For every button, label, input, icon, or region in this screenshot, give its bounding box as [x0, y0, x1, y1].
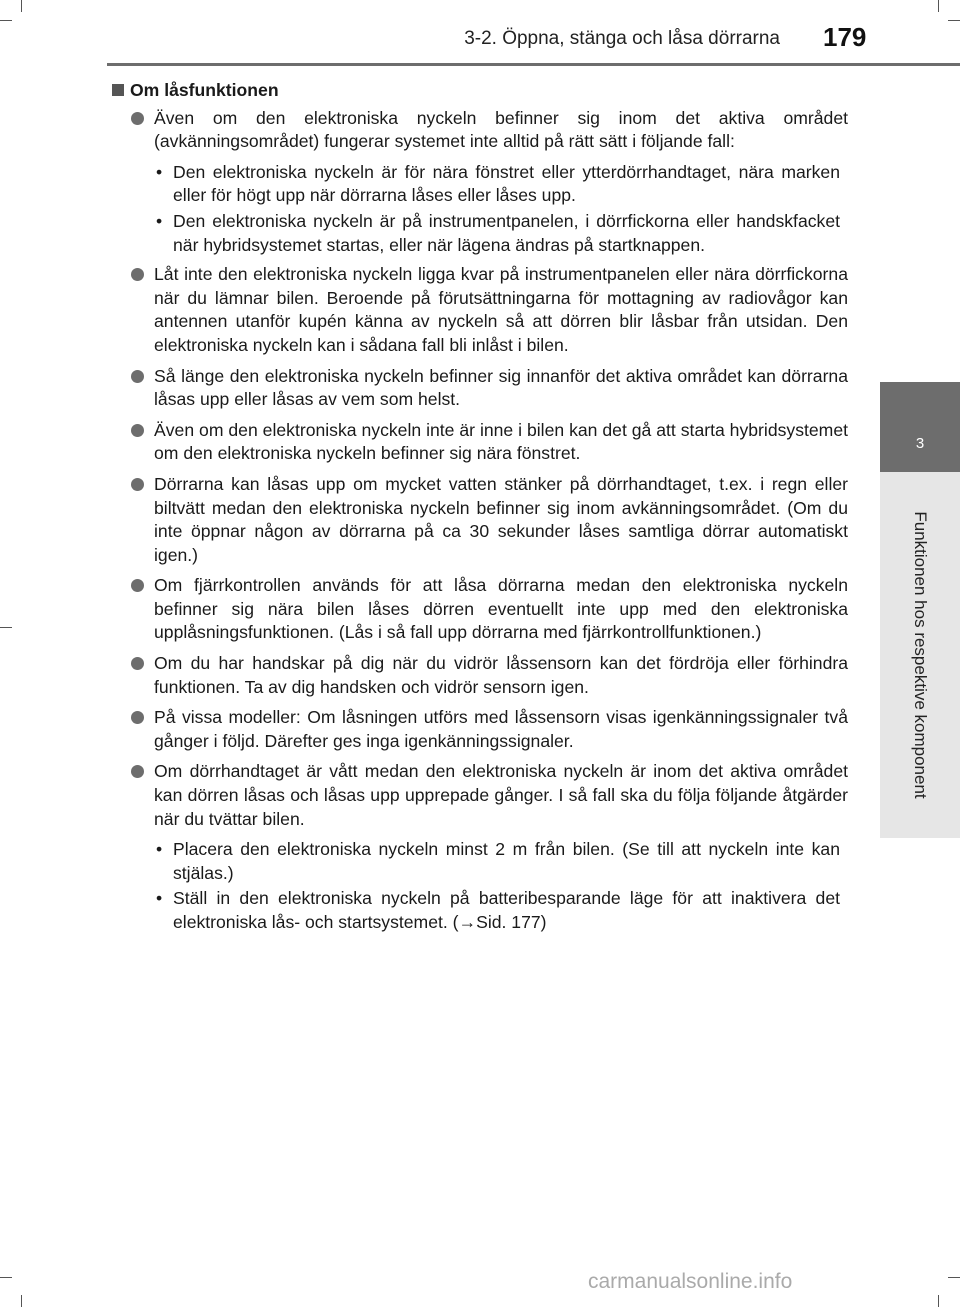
- circle-bullet-icon: [131, 657, 144, 670]
- dot-bullet: •: [156, 888, 163, 909]
- list-item-text: På vissa modeller: Om låsningen utförs med låssensorn visas igenkänningssignaler två gånger i följd. Därefter ges inga igenkänningssignaler.: [154, 707, 848, 751]
- list-item-text: Om dörrhandtaget är vått medan den elektroniska nyckeln är inom det aktiva området kan dörren låsas och låsas upp upprepade gånger. I så fall ska du följa följande åtgärder när du tvättar bilen.: [154, 761, 848, 829]
- list-item: [110, 107, 848, 154]
- sub-list-item-text: Ställ in den elektroniska nyckeln på batteribesparande läge för att inaktivera det elektroniska lås- och startsystemet. (→Sid. 177): [173, 888, 840, 932]
- crop-mark: [21, 0, 22, 12]
- sub-list-item-text: Placera den elektroniska nyckeln minst 2 m från bilen. (Se till att nyckeln inte kan stjälas.): [173, 839, 840, 883]
- list-item: [110, 419, 848, 466]
- list-item: [110, 706, 848, 753]
- chapter-title: Funktionen hos respektive komponent: [911, 511, 930, 799]
- list-item-text: Om fjärrkontrollen används för att låsa dörrarna medan den elektroniska nyckeln befinner sig nära bilen låses dörren eventuellt inte upp med den elektroniska upplåsningsfunktionen. (Lås i så fall upp dörrarna med fjärrkontrollfunktionen.): [154, 575, 848, 643]
- sub-list: [110, 161, 848, 257]
- watermark: carmanualsonline.info: [588, 1270, 793, 1293]
- sub-list: [110, 838, 848, 934]
- crop-mark: [938, 1295, 939, 1307]
- circle-bullet-icon: [131, 579, 144, 592]
- crop-mark: [938, 0, 939, 12]
- sub-list-item: [154, 210, 840, 257]
- sub-list-item: [154, 161, 840, 208]
- dot-bullet: •: [156, 210, 163, 231]
- list-item: [110, 365, 848, 412]
- circle-bullet-icon: [131, 424, 144, 437]
- list-item-text: Så länge den elektroniska nyckeln befinner sig innanför det aktiva området kan dörrarna låsas upp eller låsas av vem som helst.: [154, 365, 848, 410]
- circle-bullet-icon: [131, 765, 144, 778]
- list-item: [110, 574, 848, 645]
- sub-list-item: [154, 887, 840, 934]
- circle-bullet-icon: [131, 370, 144, 383]
- circle-bullet-icon: [131, 268, 144, 281]
- list-item: [110, 760, 848, 831]
- list-item-text: Dörrarna kan låsas upp om mycket vatten stänker på dörrhandtaget, t.ex. i regn eller biltvätt medan den elektroniska nyckeln befinner sig inom avkänningsområdet. (Om du inte öppnar någon av dörrarna på ca 30 sekunder låses samtliga dörrar automatiskt igen.): [154, 473, 848, 565]
- crop-mark: [948, 20, 960, 21]
- crop-mark: [21, 1295, 22, 1307]
- page-number: 179: [823, 22, 867, 52]
- circle-bullet-icon: [131, 711, 144, 724]
- circle-bullet-icon: [131, 478, 144, 491]
- sub-list-item-text: Den elektroniska nyckeln är på instrumentpanelen, i dörrfickorna eller handskfacket när hybridsystemet startas, eller när lägena ändras på startknappen.: [173, 210, 840, 255]
- dot-bullet: •: [156, 161, 163, 182]
- chapter-number: 3: [915, 435, 925, 452]
- list-item-text: Även om den elektroniska nyckeln inte är inne i bilen kan det gå att starta hybridsystemet om den elektroniska nyckeln befinner sig nära fönstret.: [154, 419, 848, 464]
- section-heading-text: Om låsfunktionen: [130, 80, 279, 100]
- list-item: [110, 263, 848, 357]
- circle-bullet-icon: [131, 112, 144, 125]
- header-rule: [107, 63, 960, 66]
- chapter-tab: [880, 382, 960, 472]
- sub-list-item-text: Den elektroniska nyckeln är för nära fönstret eller ytterdörrhandtaget, nära marken eller för högt upp när dörrarna låses eller låses upp.: [173, 161, 840, 206]
- list-item: [110, 652, 848, 699]
- sub-list-item: [154, 838, 840, 885]
- list-item-text: Låt inte den elektroniska nyckeln ligga kvar på instrumentpanelen eller nära dörrfickorna när du lämnar bilen. Beroende på förutsättningarna för mottagning av radiovågor kan antennen utanför kupén känna av nyckeln så att dörren blir låsbar från utsidan. Den elektroniska nyckeln kan i sådana fall bli inlåst i bilen.: [154, 264, 848, 355]
- crop-mark: [0, 627, 12, 628]
- section-heading: [110, 79, 848, 103]
- section-title: 3-2. Öppna, stänga och låsa dörrarna: [464, 28, 780, 49]
- crop-mark: [0, 20, 12, 21]
- crop-mark: [0, 1277, 12, 1278]
- list-item-text: Även om den elektroniska nyckeln befinner sig inom det aktiva området (avkänningsområdet) fungerar systemet inte alltid på rätt sätt i följande fall:: [154, 107, 848, 152]
- list-item: [110, 473, 848, 567]
- crop-mark: [948, 1277, 960, 1278]
- page-content: [110, 79, 848, 941]
- square-bullet-icon: [112, 84, 124, 96]
- list-item-text: Om du har handskar på dig när du vidrör låssensorn kan det fördröja eller förhindra funktionen. Ta av dig handsken och vidrör sensorn igen.: [154, 653, 848, 697]
- dot-bullet: •: [156, 839, 163, 860]
